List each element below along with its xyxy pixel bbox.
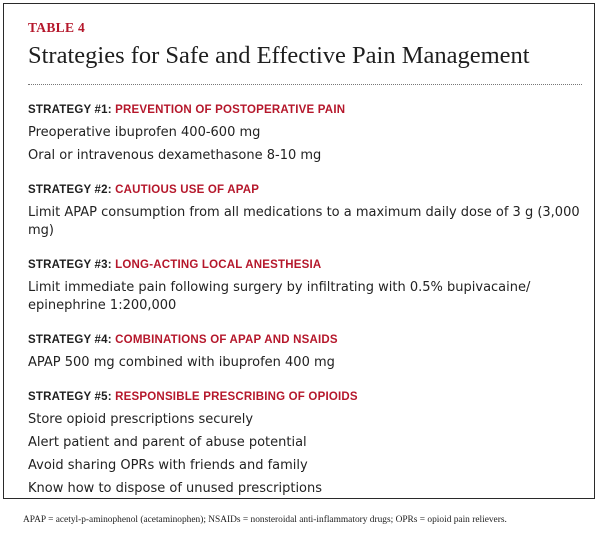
- strategy-heading: [28, 104, 588, 116]
- table-label: TABLE 4: [28, 20, 85, 35]
- strategy-3: [28, 259, 588, 315]
- strategy-4: [28, 334, 588, 372]
- strategy-number: STRATEGY #5:: [28, 391, 116, 403]
- strategy-name: COMBINATIONS OF APAP AND NSAIDS: [115, 334, 338, 346]
- strategy-heading: [28, 259, 588, 271]
- strategy-number: STRATEGY #3:: [28, 259, 116, 271]
- strategy-item: Alert patient and parent of abuse potential: [28, 435, 307, 450]
- strategy-item: Oral or intravenous dexamethasone 8-10 mg: [28, 148, 322, 163]
- strategy-number: STRATEGY #1:: [28, 104, 116, 116]
- strategy-name: CAUTIOUS USE OF APAP: [115, 184, 260, 196]
- table-title: Strategies for Safe and Effective Pain Management: [28, 42, 530, 69]
- abbreviations-footnote: APAP = acetyl-p-aminophenol (acetaminophen); NSAIDs = nonsteroidal anti-inflammatory drugs; OPRs = opioid pain relievers.: [23, 515, 507, 525]
- strategy-item: Limit APAP consumption from all medications to a maximum daily dose of 3 g (3,000 mg): [28, 205, 580, 238]
- strategy-name: RESPONSIBLE PRESCRIBING OF OPIOIDS: [115, 391, 358, 403]
- strategy-item: Know how to dispose of unused prescriptions: [28, 481, 323, 496]
- strategy-name: LONG-ACTING LOCAL ANESTHESIA: [115, 259, 322, 271]
- strategy-item: Store opioid prescriptions securely: [28, 412, 254, 427]
- strategy-1: [28, 104, 588, 165]
- strategy-name: PREVENTION OF POSTOPERATIVE PAIN: [115, 104, 346, 116]
- strategy-item: Avoid sharing OPRs with friends and family: [28, 458, 308, 473]
- strategy-2: [28, 184, 588, 240]
- strategy-heading: [28, 334, 588, 346]
- strategy-heading: [28, 391, 588, 403]
- strategy-5: [28, 391, 588, 498]
- table-frame: [3, 3, 595, 499]
- strategy-number: STRATEGY #2:: [28, 184, 116, 196]
- strategy-list: [28, 104, 588, 517]
- strategy-item: APAP 500 mg combined with ibuprofen 400 mg: [28, 355, 335, 370]
- title-divider: [28, 84, 582, 85]
- strategy-heading: [28, 184, 588, 196]
- strategy-item: Limit immediate pain following surgery by infiltrating with 0.5% bupivacaine/ epinephrine 1:200,000: [28, 280, 531, 313]
- strategy-item: Preoperative ibuprofen 400-600 mg: [28, 125, 261, 140]
- strategy-number: STRATEGY #4:: [28, 334, 116, 346]
